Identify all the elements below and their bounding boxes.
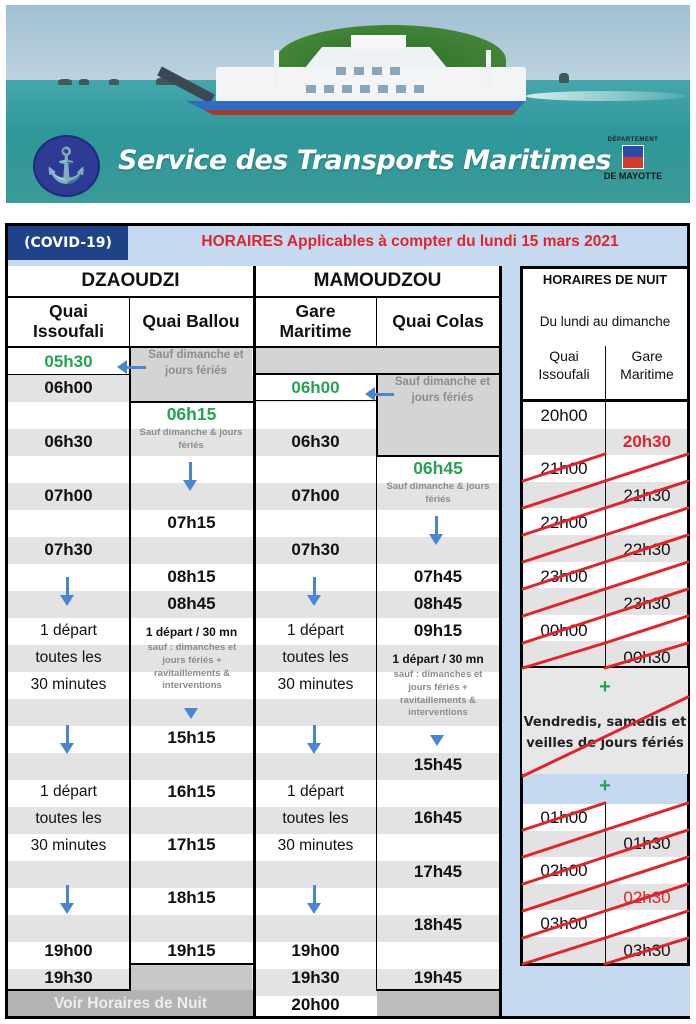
departure-time: 08h45 [167,594,216,613]
unavailable-cell [377,991,499,1018]
ferry-mast [274,50,279,90]
rock [79,79,89,85]
ferry-window [360,85,370,93]
night-time-cancelled: 21h30 [623,486,671,505]
night-table-filler [520,966,690,1016]
frequency-text: toutes les [35,810,102,827]
night-time-cancelled: 22h30 [623,540,671,559]
departure-time: 16h45 [413,808,463,827]
logo-top-text: DÉPARTEMENT [607,137,659,143]
departure-time: 17h45 [413,862,463,881]
ferry-wake [526,91,686,101]
departure-time: 19h00 [44,941,93,960]
night-column-quai-issoufali: Quai Issoufali [538,348,590,382]
departure-time: 19h45 [413,968,463,987]
departure-time: 19h00 [291,941,340,960]
night-time-highlight: 20h30 [622,432,672,451]
night-time-cancelled: 00h00 [540,621,588,640]
departure-time-first: 06h15 [166,404,217,424]
departure-time: 18h15 [167,888,216,907]
departure-time: 08h45 [413,594,463,613]
frequency-note: sauf : dimanches et jours fériés + ravitaillements & interventions [393,669,483,719]
logo-bottom-text: DE MAYOTTE [603,171,663,181]
frequency-text: 30 minutes [277,676,354,693]
ferry-window [342,85,352,93]
frequency-text: 30 minutes [277,837,354,854]
night-column-gare-maritime: Gare Maritime [620,348,674,382]
night-time-cancelled: 03h00 [540,914,588,933]
ferry-window [396,85,406,93]
weekend-label: Vendredis, samedis et veilles de jours fériés [523,715,687,751]
night-time-cancelled: 03h30 [623,941,671,960]
coat-of-arms-icon [622,145,644,169]
exception-note: Sauf dimanche & jours fériés [386,481,490,505]
frequency-text: toutes les [282,810,349,827]
night-time: 20h00 [540,406,588,425]
departure-time: 16h15 [167,782,216,801]
city-dzaoudzi: DZAOUDZI [81,270,180,291]
divider [376,298,377,346]
departure-time: 07h30 [44,540,93,559]
frequency-text: 1 départ [287,622,344,639]
frequency-text: toutes les [35,649,102,666]
divider [5,1016,502,1019]
departure-time: 07h00 [44,486,93,505]
frequency-text: 30 minutes [30,676,107,693]
ferry-window [378,85,388,93]
plus-icon: + [599,775,611,797]
departure-time: 07h00 [291,486,340,505]
departure-time: 08h15 [167,567,216,586]
departure-time-first: 06h00 [291,378,340,397]
banner-title: Service des Transports Maritimes [118,145,611,176]
arrow-down-icon [66,885,69,911]
schedule-headline: HORAIRES Applicables à compter du lundi 15 mars 2021 [201,233,619,250]
column-gare-maritime: Gare Maritime [279,301,352,341]
divider [376,373,378,456]
night-time-cancelled: 01h30 [623,834,671,853]
ferry-bridge [351,35,406,49]
frequency-text: 30 minutes [30,837,107,854]
frequency-title: 1 départ / 30 mn [145,625,238,639]
divider [520,266,690,269]
ferry-window [306,85,316,93]
arrow-down-icon [66,577,69,603]
frequency-text: 1 départ [287,783,344,800]
rock [109,79,119,85]
column-quai-ballou: Quai Ballou [142,311,240,332]
city-mamoudzou: MAMOUDZOU [313,270,442,291]
departure-time: 18h45 [413,915,463,934]
departure-time: 17h15 [167,835,216,854]
arrow-down-icon [436,735,439,743]
departure-time: 15h15 [167,728,216,747]
departure-time: 06h30 [44,432,93,451]
departure-time: 19h30 [44,968,93,987]
departure-time: 19h30 [291,968,340,987]
divider [499,266,502,1018]
departure-time: 06h30 [291,432,340,451]
exception-note: Sauf dimanche & jours fériés [139,427,243,451]
frequency-text: 1 départ [40,622,97,639]
night-time-cancelled: 21h00 [540,459,588,478]
night-time-cancelled: 00h30 [623,648,671,667]
frequency-text: toutes les [282,649,349,666]
exception-note: Sauf dimanche et jours fériés [394,376,491,404]
ferry-hull [186,101,526,115]
night-time-cancelled: 02h00 [540,861,588,880]
anchor-icon: ⚓ [33,135,100,197]
night-title: HORAIRES DE NUIT [542,272,668,287]
arrow-down-icon [189,462,192,488]
night-time-cancelled-highlight: 02h30 [623,888,671,907]
arrow-down-icon [190,708,193,716]
unavailable-cell [255,348,499,374]
column-quai-issoufali: Quai Issoufali [33,301,104,341]
night-time-cancelled: 01h00 [540,808,588,827]
column-quai-colas: Quai Colas [392,311,484,332]
arrow-down-icon [66,725,69,751]
see-night-schedule-link[interactable]: Voir Horaires de Nuit [8,990,253,1018]
frequency-text: 1 départ [40,783,97,800]
arrow-down-icon [313,885,316,911]
ferry-window [390,67,400,75]
ferry-window [324,85,334,93]
departure-time: 20h00 [291,995,340,1014]
ferry-window [336,67,346,75]
night-time-cancelled: 23h00 [540,567,588,586]
frequency-note: sauf : dimanches et jours fériés + ravitaillements & interventions [147,642,237,692]
ferry-window [372,67,382,75]
departure-time: 07h30 [291,540,340,559]
departure-time: 07h45 [413,567,463,586]
divider [129,298,130,346]
night-subtitle: Du lundi au dimanche [539,314,671,329]
covid-badge: (COVID-19) [8,226,128,260]
plus-icon: + [599,676,611,698]
departure-time: 15h45 [413,755,463,774]
departure-time: 06h00 [44,378,93,397]
arrow-down-icon [435,516,438,542]
departure-time-first: 06h45 [413,458,463,478]
departure-time: 07h15 [167,513,216,532]
mayotte-department-logo [598,137,668,199]
rock [559,73,569,83]
departure-time: 19h15 [167,941,216,960]
ferry-window [414,85,424,93]
departure-time: 09h15 [413,621,463,640]
night-time-cancelled: 23h30 [623,594,671,613]
arrow-down-icon [313,725,316,751]
unavailable-cell [131,964,252,991]
arrow-down-icon [313,577,316,603]
departure-time-first: 05h30 [44,352,93,371]
ferry-body [216,67,526,103]
night-time-cancelled: 22h00 [540,513,588,532]
frequency-title: 1 départ / 30 mn [392,652,484,666]
ferry-mast [486,50,491,90]
rock [58,79,72,85]
exception-note: Sauf dimanche et jours fériés [148,349,244,377]
ferry-window [354,67,364,75]
